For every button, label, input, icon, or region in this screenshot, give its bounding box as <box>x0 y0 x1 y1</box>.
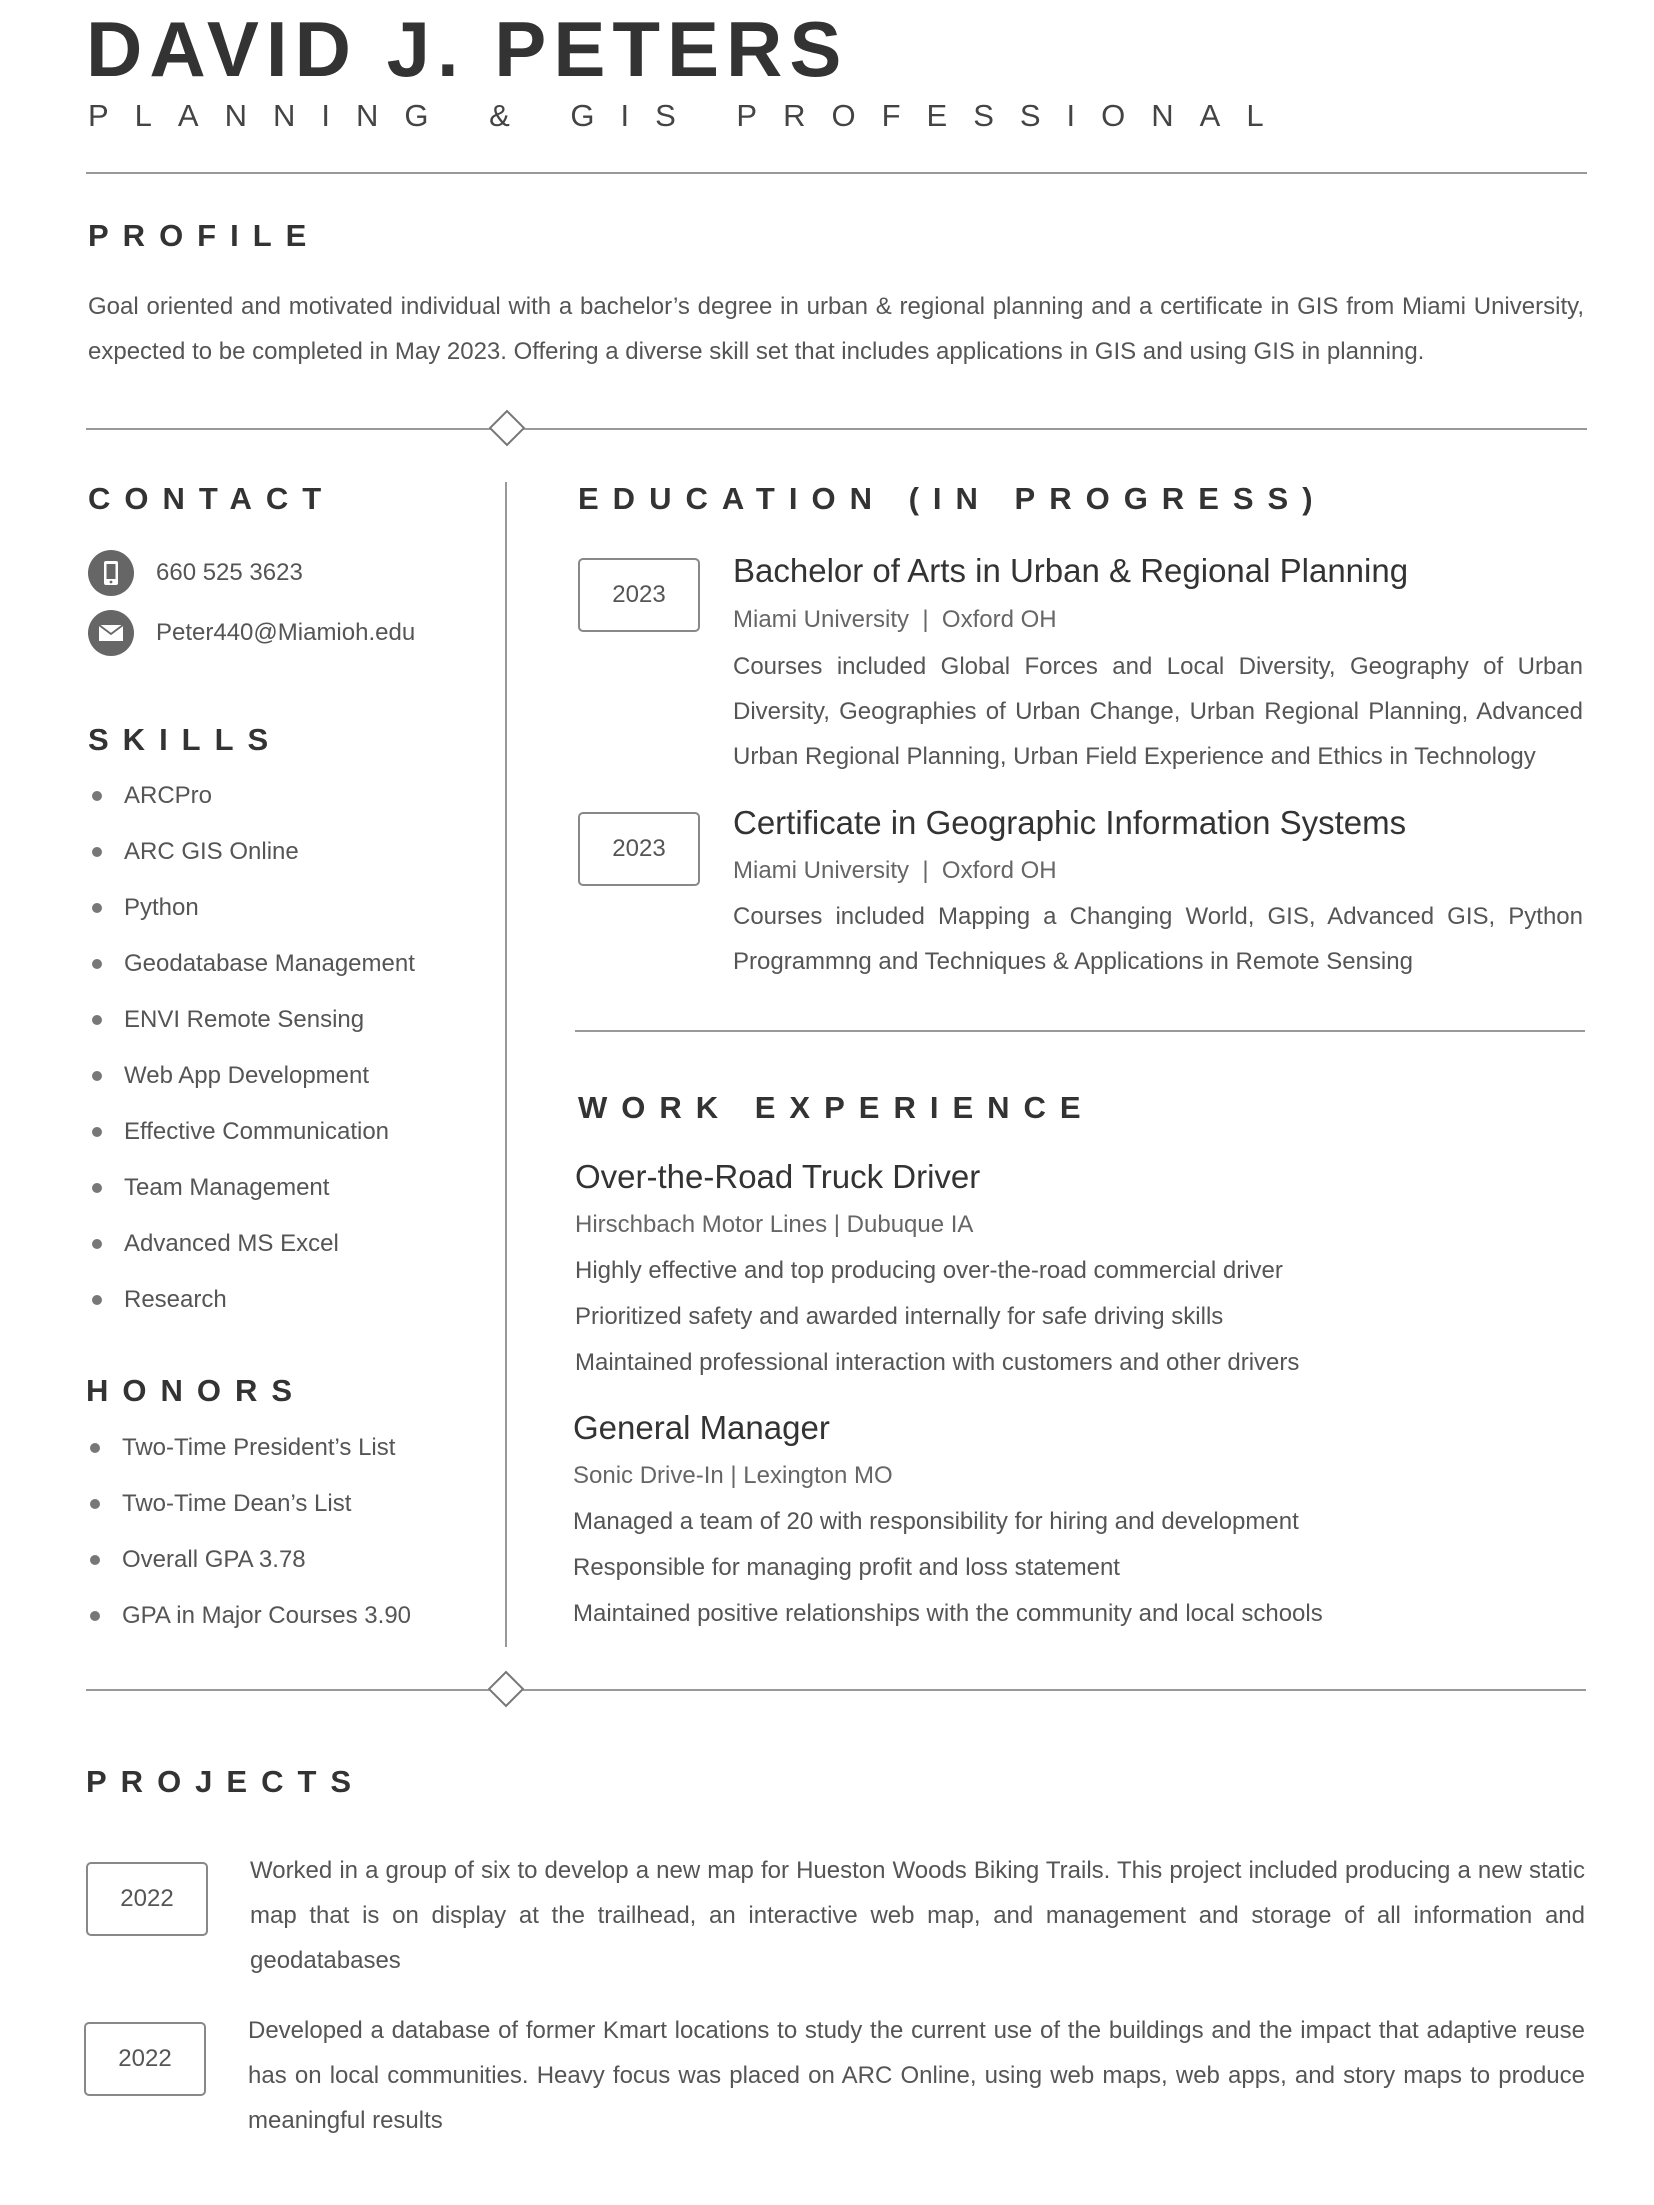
list-item: Geodatabase Management <box>88 949 488 1005</box>
job-duty: Managed a team of 20 with responsibility for hiring and development <box>573 1508 1299 1535</box>
contact-email[interactable]: Peter440@Miamioh.edu <box>156 619 416 646</box>
job-duty: Prioritized safety and awarded internally for safe driving skills <box>575 1303 1224 1330</box>
job-employer: Hirschbach Motor Lines | Dubuque IA <box>575 1211 974 1238</box>
profile-text: Goal oriented and motivated individual with a bachelor’s degree in urban & regional planning and a certificate in GIS from Miami University, expected to be completed in May 2023. Offering a diverse skill set that includes applications in GIS and using GIS in planning. <box>88 293 1584 365</box>
resume-title: PLANNING & GIS PROFESSIONAL <box>88 98 1290 133</box>
project-description: Worked in a group of six to develop a new map for Hueston Woods Biking Trails. This project included producing a new static map that is on display at the trailhead, an interactive web map, and management and storage of all information and geodatabases <box>250 1857 1585 1974</box>
header-divider <box>86 172 1587 174</box>
education-degree-title: Bachelor of Arts in Urban & Regional Planning <box>733 552 1409 589</box>
project-year-badge: 2022 <box>86 1862 208 1936</box>
job-title: Over-the-Road Truck Driver <box>575 1158 981 1195</box>
education-certificate-title: Certificate in Geographic Information Systems <box>733 804 1407 841</box>
education-description: Courses included Global Forces and Local Diversity, Geography of Urban Diversity, Geographies of Urban Change, Urban Regional Planning, Advanced Urban Regional Planning, Urban Field Experience and Ethics in Technology <box>733 653 1583 770</box>
honors-list <box>86 1433 486 1657</box>
work-heading: WORK EXPERIENCE <box>578 1090 1095 1125</box>
resume-name: DAVID J. PETERS <box>86 5 849 93</box>
skills-list <box>88 781 488 1341</box>
project-description: Developed a database of former Kmart locations to study the current use of the buildings and the impact that adaptive reuse has on local communities. Heavy focus was placed on ARC Online, using web maps, web apps, and story maps to produce meaningful results <box>248 2017 1585 2134</box>
column-divider <box>505 482 507 1647</box>
education-year-badge: 2023 <box>578 558 700 632</box>
contact-phone: 660 525 3623 <box>156 559 303 586</box>
skills-heading: SKILLS <box>88 722 283 757</box>
education-school: Miami University | Oxford OH <box>733 857 1057 884</box>
education-year-badge: 2023 <box>578 812 700 886</box>
job-duty: Maintained professional interaction with customers and other drivers <box>575 1349 1300 1376</box>
diamond-ornament <box>489 410 526 447</box>
list-item: Team Management <box>88 1173 488 1229</box>
phone-icon <box>88 550 134 596</box>
list-item: ARCPro <box>88 781 488 837</box>
diamond-ornament <box>488 1671 525 1708</box>
job-duty: Responsible for managing profit and loss statement <box>573 1554 1120 1581</box>
job-duty: Highly effective and top producing over-the-road commercial driver <box>575 1257 1283 1284</box>
projects-heading: PROJECTS <box>86 1764 366 1799</box>
profile-heading: PROFILE <box>88 218 321 253</box>
contact-phone-row <box>88 550 303 596</box>
job-duties <box>573 1499 1323 1637</box>
list-item: Research <box>88 1285 488 1341</box>
job-duty: Maintained positive relationships with the community and local schools <box>573 1600 1323 1627</box>
projects-divider <box>86 1689 1586 1691</box>
project-year-badge: 2022 <box>84 2022 206 2096</box>
contact-email-row <box>88 610 415 656</box>
education-school: Miami University | Oxford OH <box>733 606 1057 633</box>
education-description: Courses included Mapping a Changing World, GIS, Advanced GIS, Python Programmng and Techniques & Applications in Remote Sensing <box>733 903 1583 975</box>
education-divider <box>575 1030 1585 1032</box>
list-item: ENVI Remote Sensing <box>88 1005 488 1061</box>
list-item: Python <box>88 893 488 949</box>
list-item: Effective Communication <box>88 1117 488 1173</box>
list-item: ARC GIS Online <box>88 837 488 893</box>
job-duties <box>575 1248 1299 1386</box>
list-item: Two-Time President’s List <box>86 1433 486 1489</box>
education-heading: EDUCATION (IN PROGRESS) <box>578 481 1327 516</box>
profile-divider <box>86 428 1587 430</box>
list-item: Advanced MS Excel <box>88 1229 488 1285</box>
list-item: Overall GPA 3.78 <box>86 1545 486 1601</box>
contact-heading: CONTACT <box>88 481 336 516</box>
honors-heading: HONORS <box>86 1373 307 1408</box>
list-item: Two-Time Dean’s List <box>86 1489 486 1545</box>
job-title: General Manager <box>573 1409 830 1446</box>
job-employer: Sonic Drive-In | Lexington MO <box>573 1462 893 1489</box>
list-item: GPA in Major Courses 3.90 <box>86 1601 486 1657</box>
list-item: Web App Development <box>88 1061 488 1117</box>
mail-icon <box>88 610 134 656</box>
